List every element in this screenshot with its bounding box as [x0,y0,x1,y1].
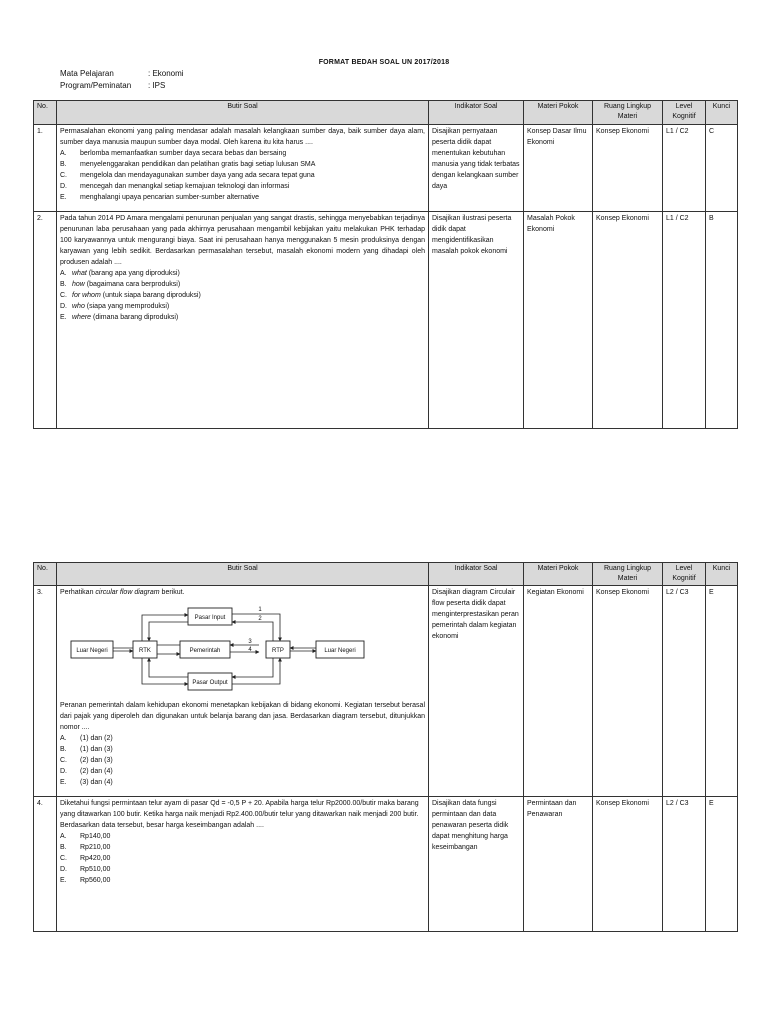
q2-option-e [60,312,425,323]
option-text: menyelenggarakan pendidikan dan pelatihan gratis bagi setiap lulusan SMA [80,161,316,168]
q1-number: 1. [34,125,57,212]
option-text: mencegah dan menangkal setiap kemajuan teknologi dan informasi [80,183,290,190]
node-pasar-input: Pasar Input [194,615,226,621]
option-letter: D. [60,303,67,310]
option-letter: E. [60,779,67,786]
meta-program [60,81,165,90]
q2-materi: Masalah Pokok Ekonomi [524,212,593,429]
q1-option-a [60,148,425,159]
q3-indikator: Disajikan diagram Circulair flow peserta didik dapat menginterprestasikan peran pemerintah dalam kegiatan ekonomi [429,586,524,797]
q3-option-c [60,755,425,766]
option-text: (3) dan (4) [80,779,113,786]
header-materi: Materi Pokok [524,101,593,125]
mapel-label: Mata Pelajaran [60,69,114,78]
q4-option-e [60,875,425,886]
q3-intro-text: Perhatikan [60,589,96,596]
program-value: : IPS [148,81,166,90]
q3-materi: Kegiatan Ekonomi [524,586,593,797]
option-text: mengelola dan mendayagunakan sumber daya yang ada secara tepat guna [80,172,315,179]
meta-mapel [60,69,184,78]
q3-content [57,586,429,797]
option-letter: E. [60,194,67,201]
question-row-1 [34,125,738,212]
header-butir-soal: Butir Soal [57,563,429,586]
question-row-2 [34,212,738,429]
option-text: Rp420,00 [80,855,111,862]
q4-option-c [60,853,425,864]
q2-ruang: Konsep Ekonomi [593,212,663,429]
q1-materi: Konsep Dasar Ilmu Ekonomi [524,125,593,212]
header-butir-soal: Butir Soal [57,101,429,125]
q3-intro-end: berikut. [159,589,185,596]
option-letter: D. [60,768,67,775]
option-letter: B. [60,844,67,851]
q3-stem: Peranan pemerintah dalam kehidupan ekonomi menetapkan kebijakan di bidang ekonomi. Kegiatan tersebut berasal dari pajak yang diperoleh dan digunakan untuk belanja barang dan jasa. Berdasarkan diagram tersebut, ditunjukkan nomor .... [60,702,425,731]
q3-option-b [60,744,425,755]
header-kunci: Kunci [706,563,738,586]
q3-intro-term: circular flow diagram [95,589,160,596]
q4-materi: Permintaan dan Penawaran [524,797,593,932]
option-letter: A. [60,735,67,742]
q3-option-e [60,777,425,788]
option-term: who [72,303,85,310]
header-level: Level Kognitif [663,563,706,586]
q4-content [57,797,429,932]
option-text: (bagaimana cara berproduksi) [84,281,181,288]
option-letter: B. [60,746,67,753]
option-letter: A. [60,150,67,157]
q4-stem: Diketahui fungsi permintaan telur ayam di pasar Qd = -0,5 P + 20. Apabila harga telur Rp2000.00/butir maka barang yang ditawarkan 100 butir. Ketika harga naik menjadi Rp2.400.00/butir telur yang ditawarkan naik menjadi 200 butir. Berdasarkan data tersebut, besar harga keseimbangan adalah .... [60,800,419,829]
q2-indikator: Disajikan ilustrasi peserta didik dapat mengidentifikasikan masalah pokok ekonomi [429,212,524,429]
q4-indikator: Disajikan data fungsi permintaan dan data penawaran peserta didik dapat menghitung harga keseimbangan [429,797,524,932]
option-text: (2) dan (3) [80,757,113,764]
option-term: for whom [72,292,101,299]
header-no: No. [34,101,57,125]
option-letter: B. [60,281,67,288]
header-materi: Materi Pokok [524,563,593,586]
header-kunci: Kunci [706,101,738,125]
q4-kunci: E [706,797,738,932]
option-text: Rp560,00 [80,877,111,884]
q2-content [57,212,429,429]
option-letter: A. [60,833,67,840]
option-letter: C. [60,172,67,179]
label-1: 1 [258,607,262,613]
arrow-rtp-pasar-output [232,658,273,677]
option-text: (untuk siapa barang diproduksi) [100,292,201,299]
option-text: (dimana barang diproduksi) [91,314,179,321]
q1-level: L1 / C2 [663,125,706,212]
q2-option-a [60,268,425,279]
q1-ruang: Konsep Ekonomi [593,125,663,212]
header-no: No. [34,563,57,586]
option-text: berlomba memanfaatkan sumber daya secara bebas dan bersaing [80,150,287,157]
option-text: (siapa yang memproduksi) [84,303,170,310]
option-letter: C. [60,855,67,862]
option-letter: E. [60,877,67,884]
q3-ruang: Konsep Ekonomi [593,586,663,797]
q3-intro [60,587,425,598]
option-letter: C. [60,292,67,299]
table-header-row [34,101,738,125]
table-header-row [34,563,738,586]
q1-option-b [60,159,425,170]
label-4: 4 [248,647,252,653]
q2-number: 2. [34,212,57,429]
arrow-pasar-input-rtk [149,622,188,641]
option-term: where [72,314,92,321]
option-term: what [72,270,87,277]
q3-option-a [60,733,425,744]
arrow-pasar-output-rtk [149,658,188,677]
program-label: Program/Peminatan [60,81,132,90]
q4-number: 4. [34,797,57,932]
option-text: (barang apa yang diproduksi) [86,270,180,277]
q2-option-c [60,290,425,301]
node-rtp: RTP [272,648,284,654]
option-text: Rp140,00 [80,833,111,840]
node-luar-negeri-left: Luar Negeri [76,648,108,654]
q1-option-c [60,170,425,181]
header-ruang-lingkup: Ruang Lingkup Materi [593,563,663,586]
q1-stem: Permasalahan ekonomi yang paling mendasar adalah masalah kelangkaan sumber daya, baik sumber daya alam, sumber daya manusia maupun sumber daya modal. Oleh karena itu kita harus .... [60,128,425,146]
question-row-3 [34,586,738,797]
question-row-4 [34,797,738,932]
node-luar-negeri-right: Luar Negeri [324,648,356,654]
document-title: FORMAT BEDAH SOAL UN 2017/2018 [318,59,450,66]
header-indikator: Indikator Soal [429,563,524,586]
header-indikator: Indikator Soal [429,101,524,125]
q4-option-b [60,842,425,853]
q2-option-d [60,301,425,312]
question-table-2 [33,562,738,932]
q1-kunci: C [706,125,738,212]
q2-kunci: B [706,212,738,429]
option-text: (1) dan (2) [80,735,113,742]
circular-flow-diagram [70,600,370,698]
q4-option-d [60,864,425,875]
option-text: Rp510,00 [80,866,111,873]
q2-option-b [60,279,425,290]
header-ruang-lingkup: Ruang Lingkup Materi [593,101,663,125]
option-letter: D. [60,183,67,190]
q4-option-a [60,831,425,842]
option-text: (1) dan (3) [80,746,113,753]
option-letter: E. [60,314,67,321]
option-text: (2) dan (4) [80,768,113,775]
node-pasar-output: Pasar Output [192,680,228,686]
arrow-2 [232,622,273,641]
label-3: 3 [248,639,252,645]
header-level: Level Kognitif [663,101,706,125]
label-2: 2 [258,616,262,622]
option-letter: C. [60,757,67,764]
q4-ruang: Konsep Ekonomi [593,797,663,932]
q4-level: L2 / C3 [663,797,706,932]
q2-level: L1 / C2 [663,212,706,429]
node-rtk: RTK [139,648,151,654]
option-text: Rp210,00 [80,844,111,851]
question-table-1 [33,100,738,429]
q1-indikator: Disajikan pernyataan peserta didik dapat menentukan kebutuhan manusia yang tidak terbatas dengan kelangkaan sumber daya [429,125,524,212]
option-letter: A. [60,270,67,277]
q2-stem: Pada tahun 2014 PD Amara mengalami penurunan penjualan yang sangat drastis, sehingga menyebabkan terjadinya penurunan laba perusahaan yang pada akhirnya perusahaan mengambil kebijakan yaitu melakukan PHK terhadap 100 karyawannya untuk mengurangi biaya. Saat ini perusahaan hanya menggunakan 5 mesin produksinya dengan karyawan yang lebih sedikit. Berdasarkan permasalahan tersebut, masalah ekonomi modern yang dihadapi oleh produsen adalah .... [60,215,425,266]
q3-kunci: E [706,586,738,797]
q3-number: 3. [34,586,57,797]
option-term: how [72,281,85,288]
option-letter: D. [60,866,67,873]
q3-level: L2 / C3 [663,586,706,797]
option-text: menghalangi upaya pencarian sumber-sumber alternative [80,194,259,201]
q1-option-e [60,192,425,203]
option-letter: B. [60,161,67,168]
mapel-value: : Ekonomi [148,69,184,78]
q1-option-d [60,181,425,192]
node-pemerintah: Pemerintah [189,648,221,654]
q1-content [57,125,429,212]
q3-option-d [60,766,425,777]
